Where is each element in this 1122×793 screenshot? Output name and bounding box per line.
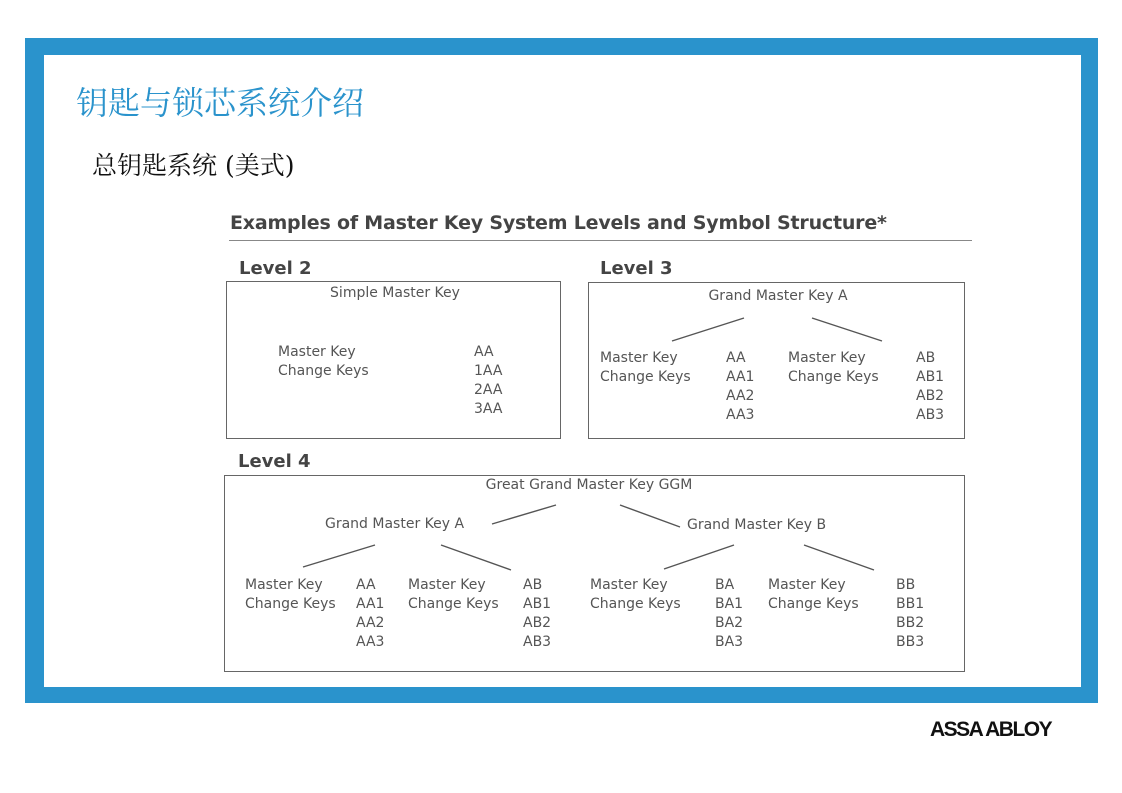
change-code: BB2 [896, 615, 925, 631]
level-4-group-aa-codes [356, 576, 384, 652]
level-3-group-a-labels [600, 349, 691, 387]
change-code: BA2 [715, 615, 744, 631]
level-4-group-ab-labels [408, 576, 499, 614]
change-code: AA3 [356, 634, 385, 650]
level-2-label: Level 2 [239, 258, 312, 279]
change-code: AA2 [356, 615, 385, 631]
change-code: AB3 [916, 407, 945, 423]
change-keys-label: Change Keys [768, 596, 859, 612]
change-code: AA1 [726, 369, 755, 385]
master-code: BB [896, 577, 916, 593]
level-4-group-bb-labels [768, 576, 859, 614]
grand-master-key-b-label: Grand Master Key B [687, 517, 827, 533]
change-keys-label: Change Keys [408, 596, 499, 612]
master-code: AB [523, 577, 543, 593]
change-keys-label: Change Keys [590, 596, 681, 612]
change-code: AA2 [726, 388, 755, 404]
change-keys-label: Change Keys [278, 363, 369, 379]
master-key-label: Master Key [278, 344, 356, 360]
level-3-group-a-codes [726, 349, 754, 425]
master-key-label: Master Key [408, 577, 486, 593]
level-4-group-ab-codes [523, 576, 551, 652]
simple-master-key-label: Simple Master Key [330, 285, 460, 301]
change-code: AB1 [916, 369, 945, 385]
change-code: AA1 [356, 596, 385, 612]
figure-heading: Examples of Master Key System Levels and Symbol Structure* [230, 212, 887, 234]
level-4-group-aa-labels [245, 576, 336, 614]
grand-master-key-a-label: Grand Master Key A [325, 516, 465, 532]
level-4-box [224, 475, 965, 672]
master-code: AA [726, 350, 746, 366]
master-key-label: Master Key [788, 350, 866, 366]
change-code: AB1 [523, 596, 552, 612]
grand-master-key-a-label: Grand Master Key A [708, 288, 848, 304]
master-code: BA [715, 577, 735, 593]
change-code: AB3 [523, 634, 552, 650]
change-code: BA3 [715, 634, 744, 650]
change-code: AB2 [523, 615, 552, 631]
change-code: AA3 [726, 407, 755, 423]
page-title: 钥匙与锁芯系统介绍 [76, 84, 365, 122]
master-key-label: Master Key [590, 577, 668, 593]
change-keys-label: Change Keys [600, 369, 691, 385]
level-4-group-bb-codes [896, 576, 924, 652]
master-key-label: Master Key [245, 577, 323, 593]
master-key-label: Master Key [768, 577, 846, 593]
level-3-group-b-labels [788, 349, 879, 387]
great-grand-master-key-label: Great Grand Master Key GGM [485, 477, 693, 493]
change-code: BB3 [896, 634, 925, 650]
level-4-group-ba-labels [590, 576, 681, 614]
subtitle: 总钥匙系统 (美式) [92, 151, 295, 180]
level-3-group-b-codes [916, 349, 944, 425]
level-3-label: Level 3 [600, 258, 673, 279]
level-2-key-labels [278, 343, 369, 381]
change-keys-label: Change Keys [788, 369, 879, 385]
master-code: AA [474, 344, 494, 360]
change-keys-label: Change Keys [245, 596, 336, 612]
change-code: AB2 [916, 388, 945, 404]
heading-rule [229, 240, 972, 241]
level-2-codes [474, 343, 502, 419]
change-code: 1AA [474, 363, 503, 379]
change-code: 2AA [474, 382, 503, 398]
change-code: 3AA [474, 401, 503, 417]
master-key-label: Master Key [600, 350, 678, 366]
master-code: AA [356, 577, 376, 593]
level-2-box [226, 281, 561, 439]
assa-abloy-logo: ASSA ABLOY [930, 718, 1052, 741]
level-4-group-ba-codes [715, 576, 743, 652]
change-code: BA1 [715, 596, 744, 612]
level-4-label: Level 4 [238, 451, 311, 472]
change-code: BB1 [896, 596, 925, 612]
master-code: AB [916, 350, 936, 366]
